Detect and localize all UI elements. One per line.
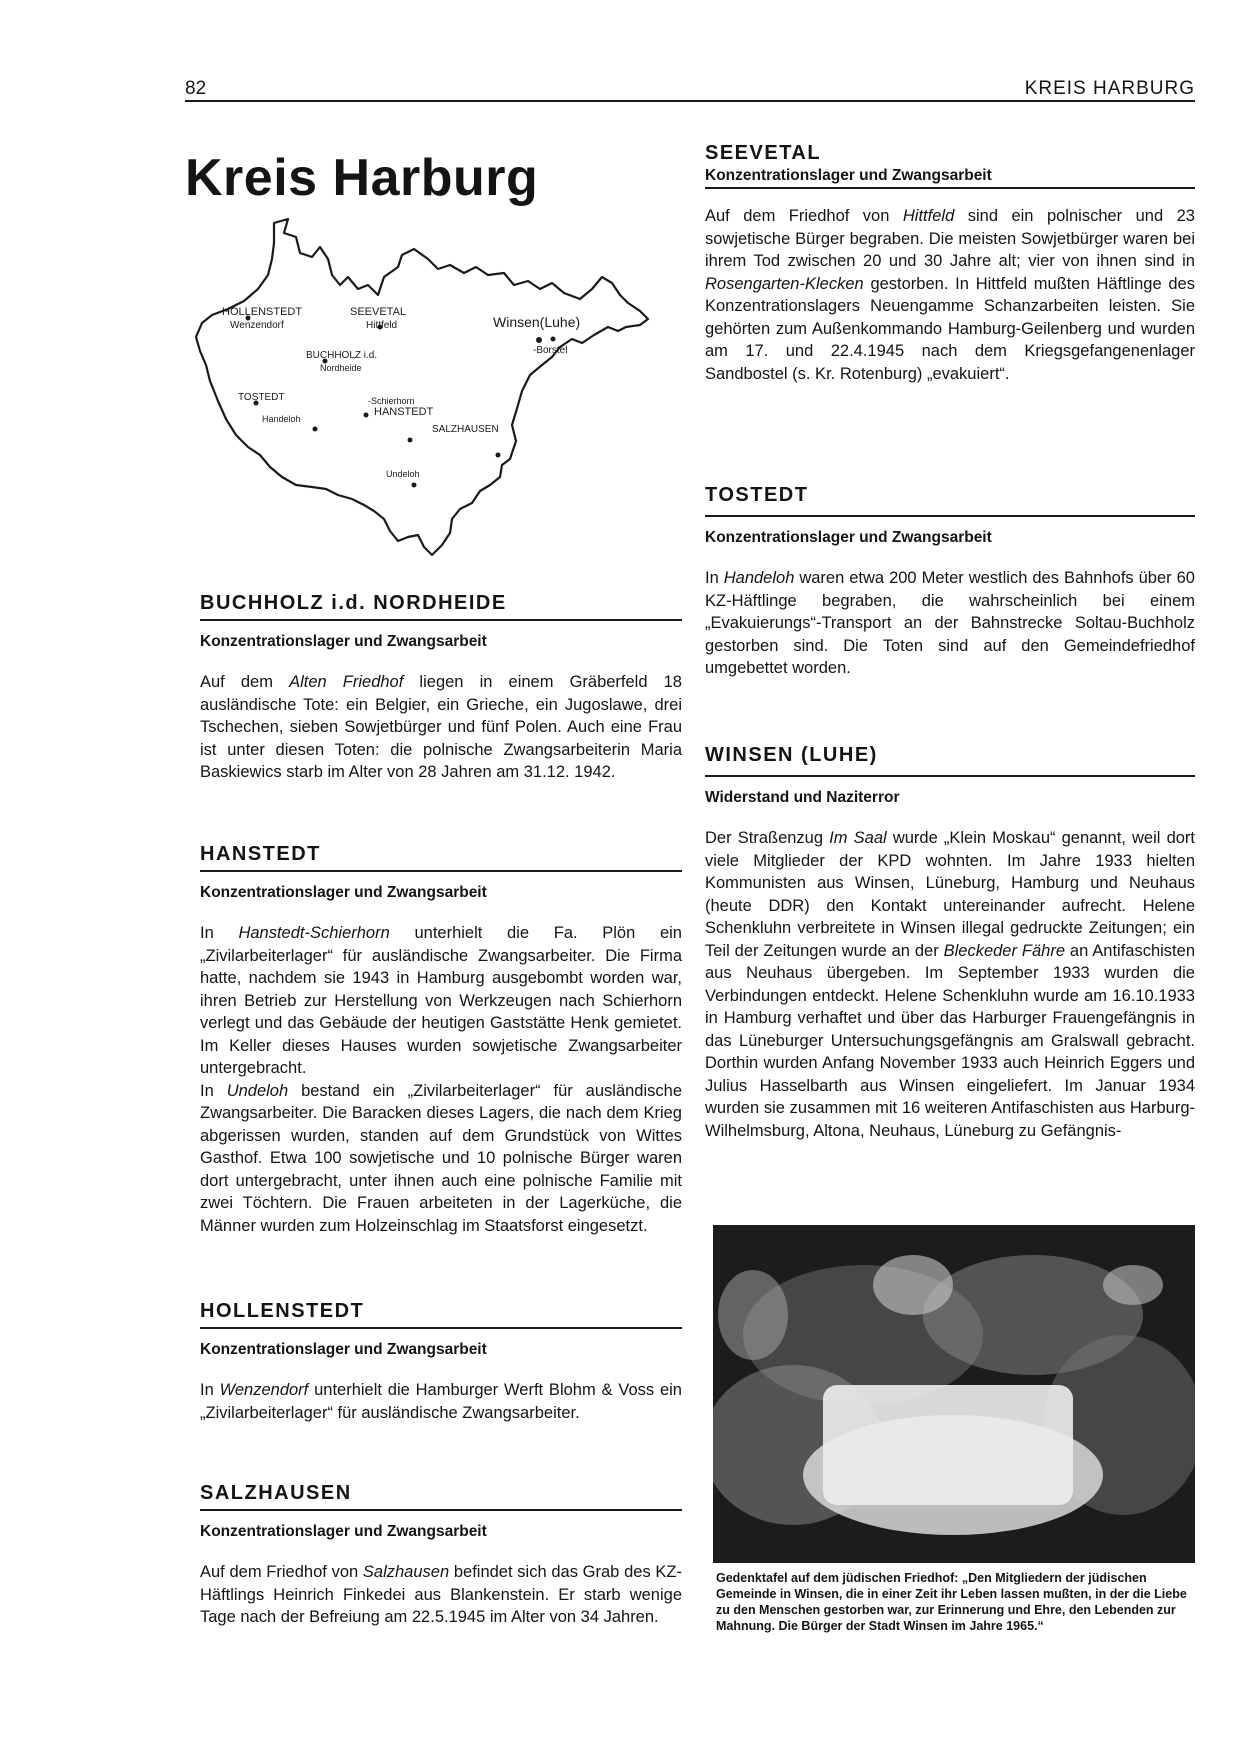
- section-salzhausen: [200, 1482, 682, 1629]
- section-title: HANSTEDT: [200, 843, 321, 865]
- place-name: Hanstedt-Schierhorn: [238, 924, 390, 942]
- place-name: Im Saal: [829, 829, 887, 847]
- map-label-tostedt: TOSTEDT: [238, 392, 285, 403]
- section-rule: [705, 187, 1195, 189]
- section-buchholz: [200, 592, 682, 784]
- section-body: [200, 671, 682, 784]
- place-name: Wenzendorf: [219, 1381, 309, 1399]
- map-label-winsen: Winsen(Luhe): [493, 314, 581, 330]
- section-tostedt: [705, 484, 1195, 680]
- page-number: 82: [185, 78, 207, 99]
- section-body: [705, 567, 1195, 680]
- section-body: [705, 205, 1195, 385]
- map-label-hollenstedt: HOLLENSTEDT: [222, 306, 303, 318]
- map-label-nordheide: Nordheide: [320, 363, 362, 373]
- place-name: Undeloh: [226, 1081, 289, 1100]
- running-head: KREIS HARBURG: [1024, 78, 1195, 99]
- place-name: Bleckeder Fähre: [943, 941, 1065, 960]
- section-rule: [705, 515, 1195, 517]
- text-run: befindet sich das Grab des KZ-Häftlings Heinrich Finkedei aus Blankenstein. Er starb wenige Tage nach der Befreiung am 22.5.1945 im Alter von 34 Jahren.: [200, 1563, 682, 1626]
- text-run: sind ein polnischer und 23 sowjetische Bürger begraben. Die meisten Sowjetbürger waren bei ihrem Tod zwischen 20 und 30 Jahre alt; vier von ihnen sind in: [705, 207, 1195, 270]
- memorial-photo: [713, 1225, 1195, 1563]
- text-run: Auf dem Friedhof von: [200, 1563, 363, 1581]
- photo-caption: Gedenktafel auf dem jüdischen Friedhof: „Den Mitgliedern der jüdischen Gemeinde in Winsen, die in einer Zeit ihr Leben lassen mußten, in der die Liebe zu den Menschen gestorben war, zur Erinnerung und Ehre, den Lebenden zur Mahnung. Die Bürger der Stadt Winsen im Jahre 1965.“: [716, 1571, 1187, 1633]
- section-title: HOLLENSTEDT: [200, 1300, 365, 1322]
- text-run: wurde „Klein Moskau“ genannt, weil dort viele Mitglieder der KPD wohnten. Im Jahre 1933 hielten Kommunisten aus Winsen, Lüneburg, Hamburg und Neuhaus (heute DDR) den Kontakt untereinander aufrecht. Helene Schenkluhn verbreitete in Winsen illegal gedruckte Zeitungen; ein Teil der Zeitungen wurde an der: [705, 829, 1195, 960]
- section-body: [705, 827, 1195, 1142]
- section-rule: [200, 870, 682, 872]
- section-body-2: [200, 1080, 682, 1238]
- section-subtitle: Konzentrationslager und Zwangsarbeit: [705, 167, 992, 184]
- section-winsen: [705, 744, 1195, 1142]
- map-label-salzhausen: SALZHAUSEN: [432, 424, 499, 435]
- section-title: SEEVETAL: [705, 142, 822, 164]
- section-hollenstedt: [200, 1300, 682, 1424]
- page-title: Kreis Harburg: [185, 149, 539, 207]
- section-body: [200, 1379, 682, 1424]
- section-seevetal: [705, 142, 1195, 385]
- section-subtitle: Konzentrationslager und Zwangsarbeit: [200, 1341, 487, 1358]
- place-name: Rosengarten-Klecken: [705, 274, 864, 293]
- section-body: [200, 922, 682, 1080]
- text-run: In: [200, 1381, 220, 1399]
- place-name: Handeloh: [723, 569, 795, 587]
- section-title: WINSEN (LUHE): [705, 744, 878, 766]
- section-title: TOSTEDT: [705, 484, 809, 506]
- section-rule: [705, 775, 1195, 777]
- section-rule: [200, 1327, 682, 1329]
- section-subtitle: Konzentrationslager und Zwangsarbeit: [200, 1523, 487, 1540]
- section-body: [200, 1561, 682, 1629]
- map-label-hanstedt: HANSTEDT: [374, 406, 434, 418]
- text-run: In: [705, 569, 724, 587]
- section-subtitle: Widerstand und Naziterror: [705, 789, 900, 806]
- text-run: In: [200, 924, 239, 942]
- section-title: SALZHAUSEN: [200, 1482, 352, 1504]
- text-run: Der Straßenzug: [705, 829, 830, 847]
- section-subtitle: Konzentrationslager und Zwangsarbeit: [200, 884, 487, 901]
- text-run: In: [200, 1081, 227, 1100]
- map-label-handeloh: Handeloh: [262, 414, 301, 424]
- map-label-borstel: -Borstel: [533, 345, 568, 356]
- map-label-seevetal: SEEVETAL: [350, 306, 407, 318]
- district-map: [188, 215, 688, 565]
- section-subtitle: Konzentrationslager und Zwangsarbeit: [200, 633, 487, 650]
- text-run: unterhielt die Fa. Plön ein „Zivilarbeiterlager“ für ausländische Zwangsarbeiter. Die Firma hatte, nachdem sie 1943 in Hamburg ausgebombt worden war, ihren Betrieb zur Herstellung von Werkzeugen nach Schierhorn verlegt und das Gebäude der heutigen Gaststätte Henk gemietet. Im Keller dieses Hauses wurden sowjetische Zwangsarbeiter untergebracht.: [200, 924, 682, 1077]
- text-run: unterhielt die Hamburger Werft Blohm & Voss ein „Zivilarbeiterlager“ für ausländische Zwangsarbeiter.: [200, 1381, 682, 1422]
- text-run: Auf dem: [200, 673, 290, 691]
- map-label-hittfeld: Hittfeld: [366, 320, 398, 331]
- map-label-schierhorn: -Schierhorn: [368, 396, 415, 406]
- text-run: an Antifaschisten aus Neuhaus übergeben. Im September 1933 wurden die Verbindungen entdeckt. Helene Schenkluhn wurde am 16.10.1933 in Hamburg verhaftet und über das Harburger Frauengefängnis in das Lüneburger Untersuchungsgefängnis am Gralswall gebracht. Dorthin wurden Anfang November 1933 auch Heinrich Eggers und Julius Hasselbarth aus Winsen eingeliefert. Im Januar 1934 wurden sie zusammen mit 16 weiteren Antifaschisten aus Harburg-Wilhelmsburg, Altona, Neuhaus, Lüneburg zu Gefängnis-: [705, 941, 1195, 1140]
- map-label-buchholz: BUCHHOLZ i.d.: [306, 350, 378, 361]
- section-rule: [200, 1509, 682, 1511]
- section-subtitle: Konzentrationslager und Zwangsarbeit: [705, 529, 992, 546]
- text-run: waren etwa 200 Meter westlich des Bahnhofs über 60 KZ-Häftlinge begraben, die wahrscheinlich bei einem „Evakuierungs“-Transport an der Bahnstrecke Soltau-Buchholz gestorben sind. Die Toten sind auf den Gemeindefriedhof umgebettet worden.: [705, 569, 1195, 677]
- header-rule: [185, 100, 1195, 102]
- text-run: liegen in einem Gräberfeld 18 ausländische Tote: ein Belgier, ein Grieche, ein Jugoslawe, drei Tschechen, sieben Sowjetbürger und fünf Polen. Auch eine Frau ist unter diesen Toten: die polnische Zwangsarbeiterin Maria Baskiewics starb im Alter von 28 Jahren am 31.12. 1942.: [200, 673, 682, 781]
- section-hanstedt: [200, 843, 682, 1237]
- map-label-wenzendorf: Wenzendorf: [230, 320, 284, 331]
- text-run: gestorben. In Hittfeld mußten Häftlinge des Konzentrationslagers Neuengamme Schanzarbeiten leisten. Sie gehörten zum Außenkommando Hamburg-Geilenberg und wurden am 17. und 22.4.1945 nach dem Kriegsgefangenenlager Sandbostel (s. Kr. Rotenburg) „evakuiert“.: [705, 274, 1195, 383]
- section-title: BUCHHOLZ i.d. NORDHEIDE: [200, 592, 507, 614]
- place-name: Salzhausen: [362, 1563, 450, 1581]
- place-name: Hittfeld: [902, 207, 955, 225]
- section-rule: [200, 619, 682, 621]
- place-name: Alten Friedhof: [289, 673, 404, 691]
- text-run: Auf dem Friedhof von: [705, 207, 903, 225]
- text-run: bestand ein „Zivilarbeiterlager“ für ausländische Zwangsarbeiter. Die Baracken dieses Lagers, die nach dem Krieg abgerissen wurden, standen auf dem Grundstück von Wittes Gasthof. Etwa 100 sowjetische und 10 polnische Bürger waren dort untergebracht, unter ihnen auch eine polnische Familie mit zwei Töchtern. Die Frauen arbeiteten in der Lagerküche, die Männer wurden zum Holzeinschlag im Staatsforst eingesetzt.: [200, 1081, 682, 1235]
- map-label-undeloh: Undeloh: [386, 469, 420, 479]
- memorial-photo-image: [713, 1225, 1195, 1563]
- district-outline: [196, 219, 648, 555]
